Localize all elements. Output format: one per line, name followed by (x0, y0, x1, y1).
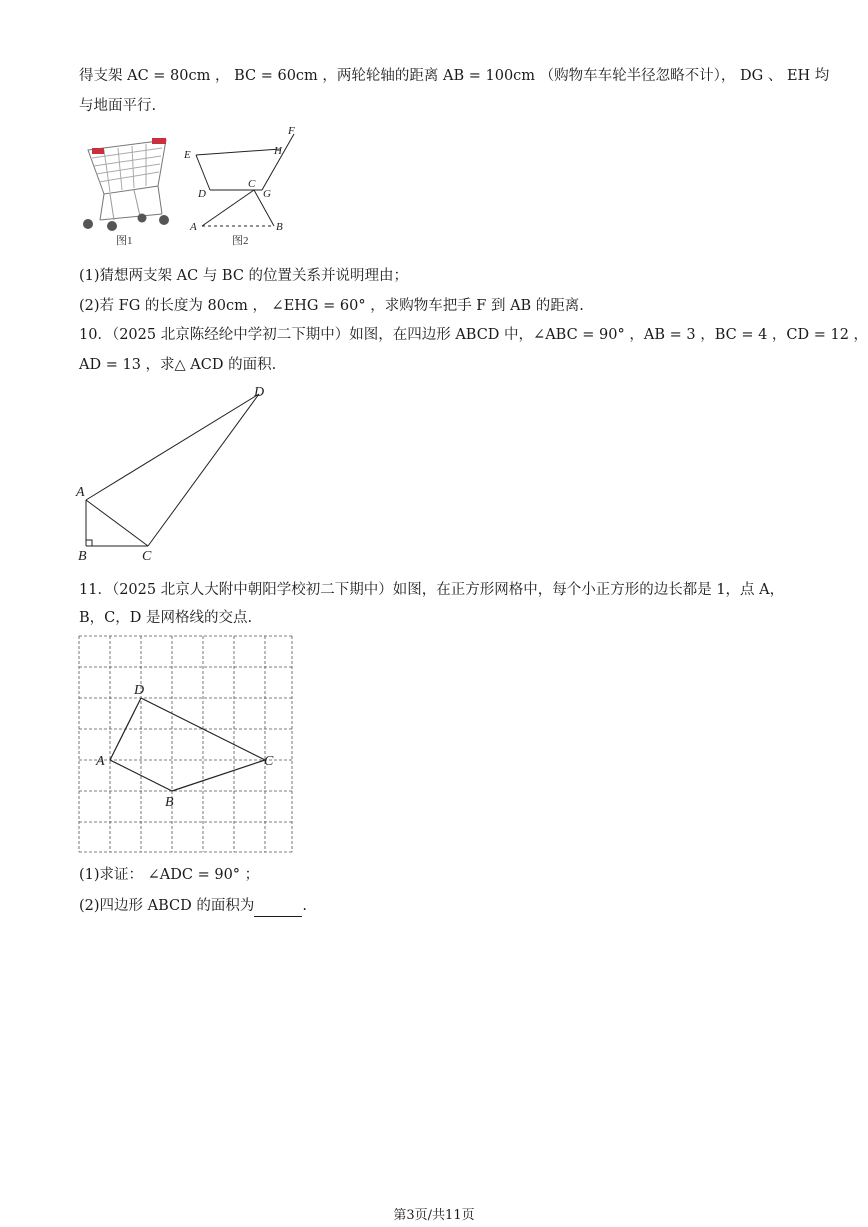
q10-text-line-2: AD = 13 ，求△ ACD 的面积. (79, 357, 277, 373)
label-C: C (142, 549, 152, 564)
q11-sub-question-2: (2)四边形 ABCD 的面积为 (79, 898, 255, 914)
label-A: A (190, 221, 197, 233)
label-E: E (184, 149, 191, 161)
line-GF (262, 134, 294, 190)
label-G: G (263, 188, 271, 200)
grid-lines (79, 636, 292, 852)
label-H: H (274, 145, 282, 157)
q9-sub-question-2: (2)若 FG 的长度为 80cm ， ∠EHG = 60° ，求购物车把手 F 到 AB 的距离. (79, 298, 584, 314)
shopping-cart-figure (74, 128, 174, 248)
label-D: D (134, 683, 145, 698)
q11-sub-question-1: (1)求证： ∠ADC = 90° ； (79, 867, 260, 883)
label-D: D (198, 188, 206, 200)
q11-sub-question-2-row (79, 896, 307, 917)
line-ED (196, 155, 210, 190)
line-AC (202, 190, 254, 226)
answer-blank[interactable] (254, 896, 302, 917)
label-C: C (264, 754, 274, 769)
label-D: D (254, 385, 265, 400)
fig2-caption: 图2 (232, 235, 249, 247)
right-angle-mark (86, 540, 92, 546)
segment-AD (86, 394, 259, 500)
segment-CD (148, 394, 259, 546)
cart-geometry-figure (182, 124, 302, 248)
q9-text-line-2: 与地面平行. (79, 98, 157, 114)
q11-text-line-1: 11．（2025 北京人大附中朝阳学校初二下期中）如图，在正方形网格中，每个小正方形的边长都是 1，点 A， (79, 582, 785, 598)
fig1-caption: 图1 (116, 235, 133, 247)
label-B: B (276, 221, 283, 233)
q9-sub-question-1: (1)猜想两支架 AC 与 BC 的位置关系并说明理由； (79, 268, 409, 284)
label-F: F (288, 125, 295, 137)
quadrilateral-abcd-figure (74, 380, 274, 564)
line-EH (196, 149, 280, 155)
label-B: B (165, 795, 174, 810)
q11-text-line-2: B，C，D 是网格线的交点. (79, 610, 253, 626)
q11-sub-question-2-end: . (302, 898, 307, 914)
label-C: C (248, 178, 256, 190)
q10-text-line-1: 10．（2025 北京陈经纶中学初二下期中）如图，在四边形 ABCD 中，∠ABC = 90° ，AB = 3 ，BC = 4 ，CD = 12 ， (79, 327, 868, 343)
page-number: 第3页/共11页 (393, 1208, 475, 1223)
label-B: B (78, 549, 87, 564)
segment-CB (172, 760, 265, 791)
q9-text-line-1: 得支架 AC = 80cm ， BC = 60cm ，两轮轮轴的距离 AB = 100cm （购物车车轮半径忽略不计）， DG 、 EH 均 (79, 68, 830, 84)
label-A: A (76, 485, 85, 500)
square-grid-figure (74, 632, 296, 856)
segment-AC (86, 500, 148, 546)
label-A: A (96, 754, 105, 769)
